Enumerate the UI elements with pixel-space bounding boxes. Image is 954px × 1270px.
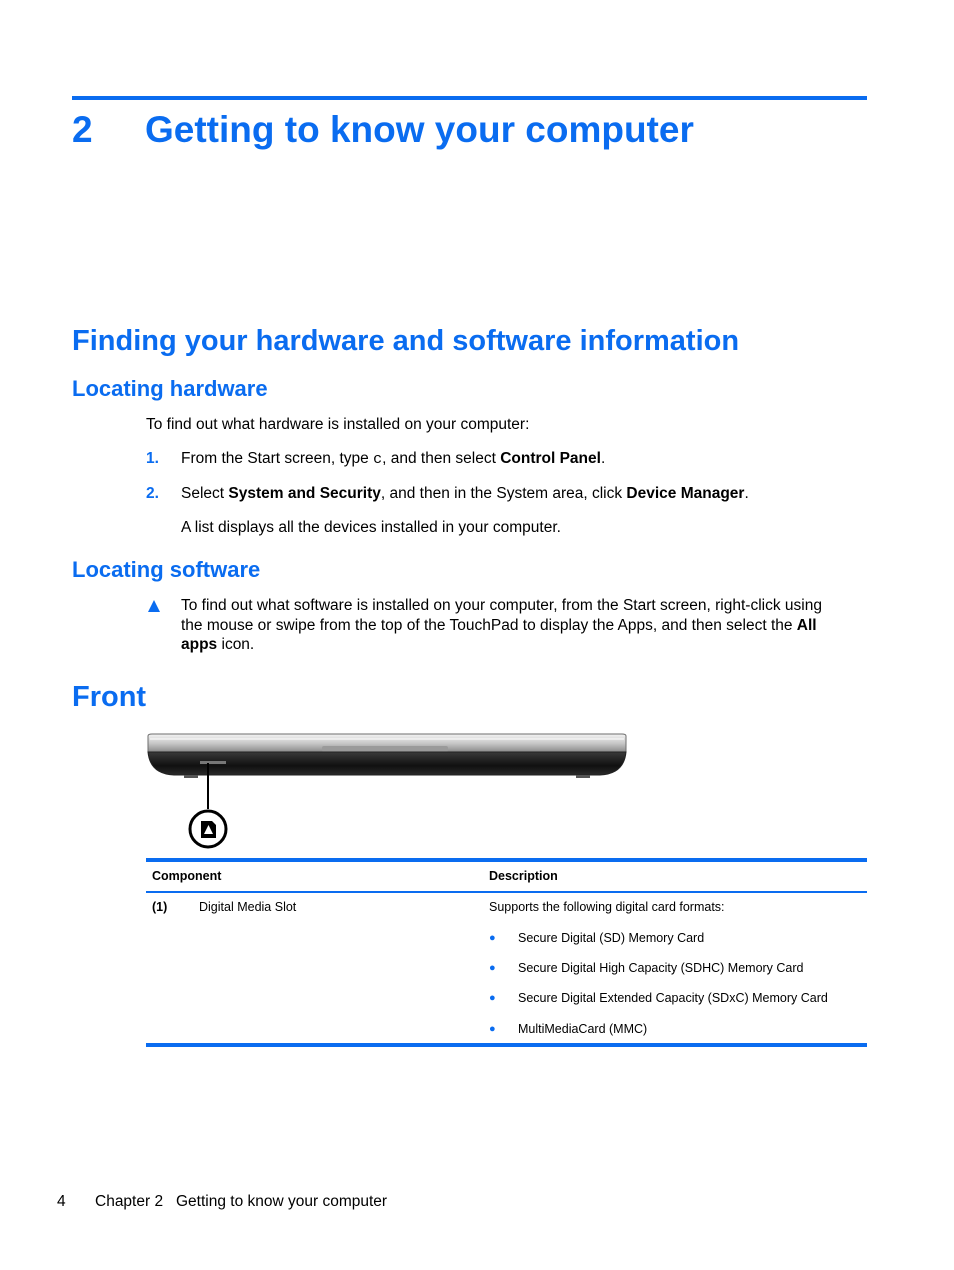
device-manager-label: Device Manager	[626, 485, 745, 502]
bullet-icon: ●	[489, 932, 496, 944]
all-label: All	[796, 617, 817, 634]
laptop-front-illustration	[144, 730, 630, 855]
format-item: MultiMediaCard (MMC)	[518, 1022, 648, 1036]
subsection-title-software: Locating software	[72, 557, 261, 582]
subsection-title-hardware: Locating hardware	[72, 376, 268, 401]
software-line-1: To find out what software is installed on your computer, from the Start screen, right-click using	[181, 597, 822, 614]
bullet-icon: ●	[489, 992, 496, 1004]
table-bottom-rule	[146, 1043, 867, 1047]
header-description: Description	[489, 869, 558, 883]
hardware-note: A list displays all the devices installed in your computer.	[181, 519, 561, 536]
format-item: Secure Digital (SD) Memory Card	[518, 931, 705, 945]
footer-chapter-label: Chapter 2 Getting to know your computer	[95, 1193, 388, 1210]
chapter-number: 2	[72, 109, 93, 150]
step-number-1: 1.	[146, 450, 159, 467]
bullet-icon: ●	[489, 1023, 496, 1035]
chapter-rule	[72, 96, 867, 100]
sd-card-icon	[201, 821, 216, 838]
step-text-2: Select System and Security, and then in the System area, click Device Manager.	[181, 485, 749, 502]
header-component: Component	[152, 869, 222, 883]
row-number: (1)	[152, 900, 168, 914]
step-number-2: 2.	[146, 485, 159, 502]
software-line-3: apps icon.	[181, 636, 255, 653]
row-description: Supports the following digital card formats:	[489, 900, 725, 914]
format-item: Secure Digital Extended Capacity (SDxC) Memory Card	[518, 991, 828, 1005]
bullet-icon: ●	[489, 962, 496, 974]
row-component: Digital Media Slot	[199, 900, 297, 914]
control-panel-label: Control Panel	[500, 450, 601, 467]
chapter-heading	[72, 108, 694, 152]
format-item: Secure Digital High Capacity (SDHC) Memory Card	[518, 961, 804, 975]
chapter-title: Getting to know your computer	[145, 109, 694, 150]
triangle-bullet-icon	[146, 598, 162, 614]
apps-label: apps	[181, 636, 218, 653]
table-top-rule	[146, 858, 867, 862]
software-line-2: the mouse or swipe from the top of the TouchPad to display the Apps, and then select the All	[181, 617, 817, 634]
system-security-label: System and Security	[228, 485, 381, 502]
code-c: c	[373, 451, 383, 468]
section-title-front: Front	[72, 681, 147, 713]
section-title-finding: Finding your hardware and software information	[72, 325, 740, 357]
page-number: 4	[57, 1193, 66, 1210]
table-header-rule	[146, 891, 867, 893]
step-text-1: From the Start screen, type c, and then select Control Panel.	[181, 450, 606, 468]
hardware-intro: To find out what hardware is installed on your computer:	[146, 416, 530, 433]
